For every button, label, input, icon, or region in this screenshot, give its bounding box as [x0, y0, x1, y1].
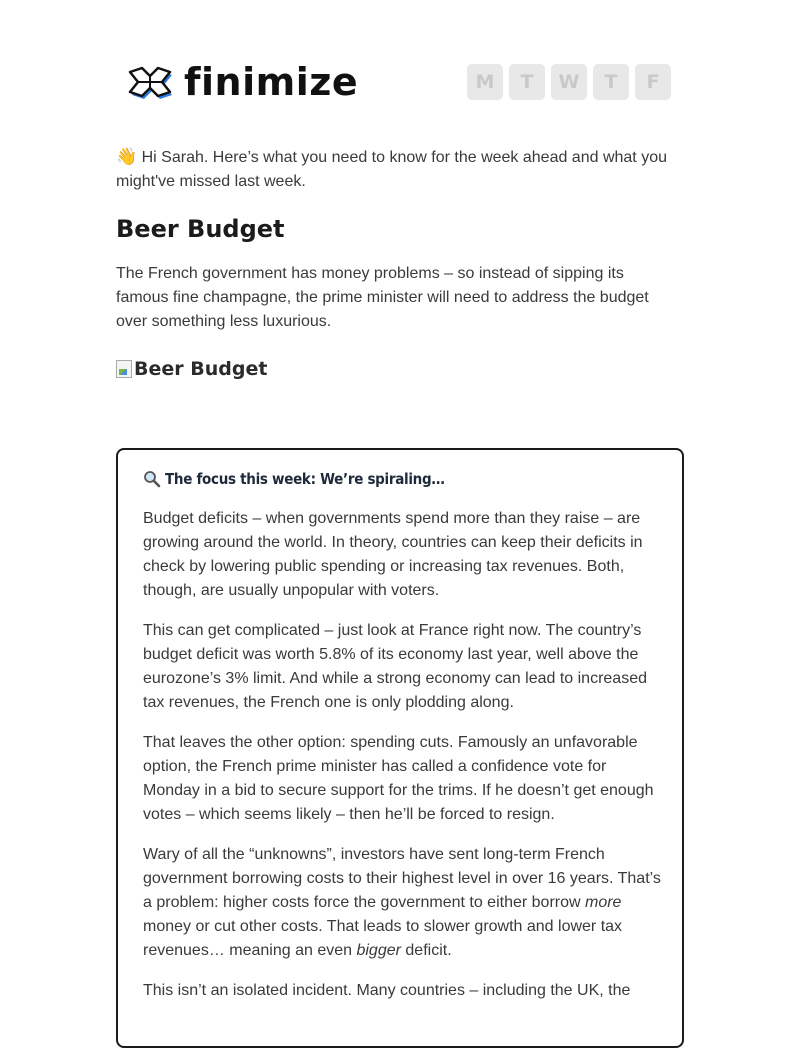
focus-body	[143, 507, 663, 1019]
focus-paragraph-5: This isn’t an isolated incident. Many countries – including the UK, the	[143, 982, 631, 999]
finimize-logo[interactable]	[126, 62, 358, 102]
broken-image-icon	[116, 360, 132, 378]
focus-heading	[143, 470, 445, 488]
article-image	[116, 358, 267, 380]
logo-wordmark: finimize	[184, 60, 359, 104]
p4-part-c: deficit.	[400, 942, 452, 959]
day-tuesday: T	[509, 64, 545, 100]
p4-part-a: Wary of all the “unknowns”, investors have sent long-term French government borrowing costs to their highest level in over 16 years. That’s a problem: higher costs force the government to either borrow	[143, 846, 661, 911]
magnifying-glass-icon	[143, 470, 161, 488]
focus-title-text: The focus this week: We’re spiraling…	[165, 470, 445, 488]
focus-paragraph-1: Budget deficits – when governments spend more than they raise – are growing around the world. In theory, countries can keep their deficits in check by lowering public spending or increasing tax revenues. Both, though, are usually unpopular with voters.	[143, 510, 643, 599]
image-alt-text: Beer Budget	[134, 358, 268, 380]
p4-part-b: money or cut other costs. That leads to slower growth and lower tax revenues… meaning an even	[143, 918, 623, 959]
p4-emphasis-more: more	[585, 894, 622, 911]
greeting-text: Hi Sarah. Here’s what you need to know for the week ahead and what you might've missed last week.	[116, 149, 667, 190]
day-friday: F	[635, 64, 671, 100]
finimize-logo-icon	[126, 64, 174, 100]
greeting	[116, 145, 686, 194]
day-wednesday: W	[551, 64, 587, 100]
focus-paragraph-2: This can get complicated – just look at France right now. The country’s budget deficit was worth 5.8% of its economy last year, well above the eurozone’s 3% limit. And while a strong economy can lead to increased tax revenues, the French one is only plodding along.	[143, 622, 647, 711]
focus-paragraph-4	[143, 843, 663, 963]
p4-emphasis-bigger: bigger	[356, 942, 401, 959]
article-title: Beer Budget	[116, 215, 285, 243]
focus-paragraph-3: That leaves the other option: spending cuts. Famously an unfavorable option, the French prime minister has called a confidence vote for Monday in a bid to secure support for the trims. If he doesn’t get enough votes – which seems likely – then he’ll be forced to resign.	[143, 734, 654, 823]
article-intro: The French government has money problems – so instead of sipping its famous fine champagne, the prime minister will need to address the budget over something less luxurious.	[116, 265, 649, 330]
day-thursday: T	[593, 64, 629, 100]
day-monday: M	[467, 64, 503, 100]
weekday-indicators	[467, 64, 671, 100]
waving-hand-icon: 👋	[116, 147, 138, 166]
focus-section	[116, 448, 684, 1048]
